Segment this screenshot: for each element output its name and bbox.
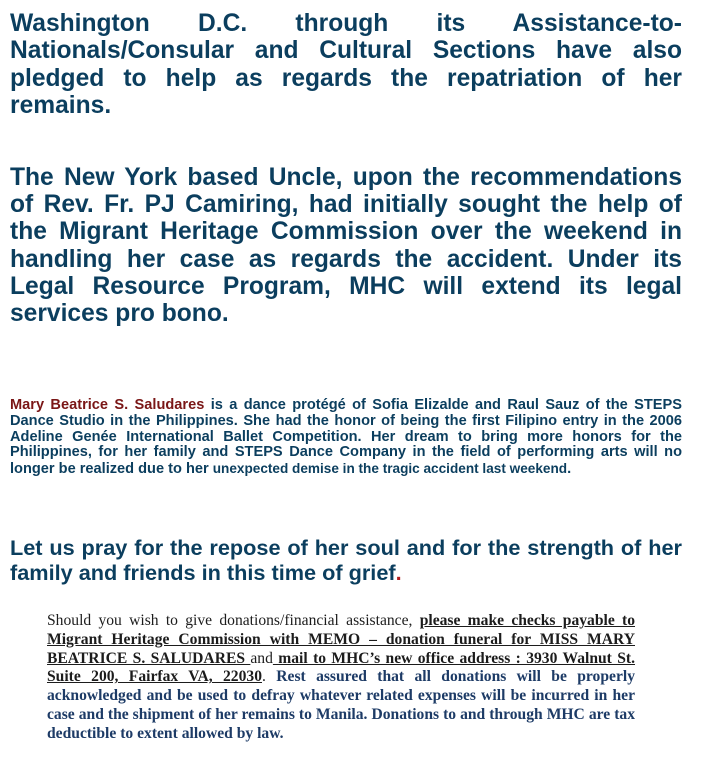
paragraph-uncle-mhc-legal: The New York based Uncle, upon the recommendations of Rev. Fr. PJ Camiring, had initially sought the help of the Migrant Heritage Commission over the weekend in handling her case as regards the accident. Under its Legal Resource Program, MHC will extend its legal services pro bono. [10,164,682,328]
biography-period: . [567,461,572,478]
prayer-text: Let us pray for the repose of her soul and for the strength of her family and friends in this time of grief [10,535,682,585]
donation-lead: Should you wish to give donations/financial assistance, [47,612,420,629]
donation-mail-address: mail to MHC’s new office address : 3930 Walnut St. Suite 200, Fairfax VA, 22030 [47,649,635,686]
dancer-name: Mary Beatrice S. Saludares [10,397,205,413]
paragraph-embassy-assistance: Washington D.C. through its Assistance-to-Nationals/Consular and Cultural Sections have also pledged to help as regards the repatriation of her remains. [10,10,682,119]
donation-notice [47,612,635,744]
donation-check-instructions: please make checks payable to Migrant Heritage Commission with MEMO – donation funeral for MISS MARY BEATRICE S. SALUDARES [47,612,636,667]
donation-and: and [250,649,273,667]
biography-tail: unexpected demise in the tragic accident last weekend [212,461,568,477]
prayer-period: . [395,559,402,585]
donation-assurance: Rest assured that all donations will be properly acknowledged and be used to defray whatever related expenses will be incurred in her case and the shipment of her remains to Manila. Donations to and through MHC are tax deductible to extent allowed by law. [47,668,635,742]
donation-separator: . [262,668,277,686]
biography-text: is a dance protégé of Sofia Elizalde and Raul Sauz of the STEPS Dance Studio in the Philippines. She had the honor of being the first Filipino entry in the 2006 Adeline Genée International Ballet Competition. Her dream to bring more honors for the Philippines, for her family and STEPS Dance Company in the field of performing arts will no longer be realized due to her [10,397,682,478]
paragraph-prayer [10,536,682,585]
paragraph-biography [10,398,682,478]
